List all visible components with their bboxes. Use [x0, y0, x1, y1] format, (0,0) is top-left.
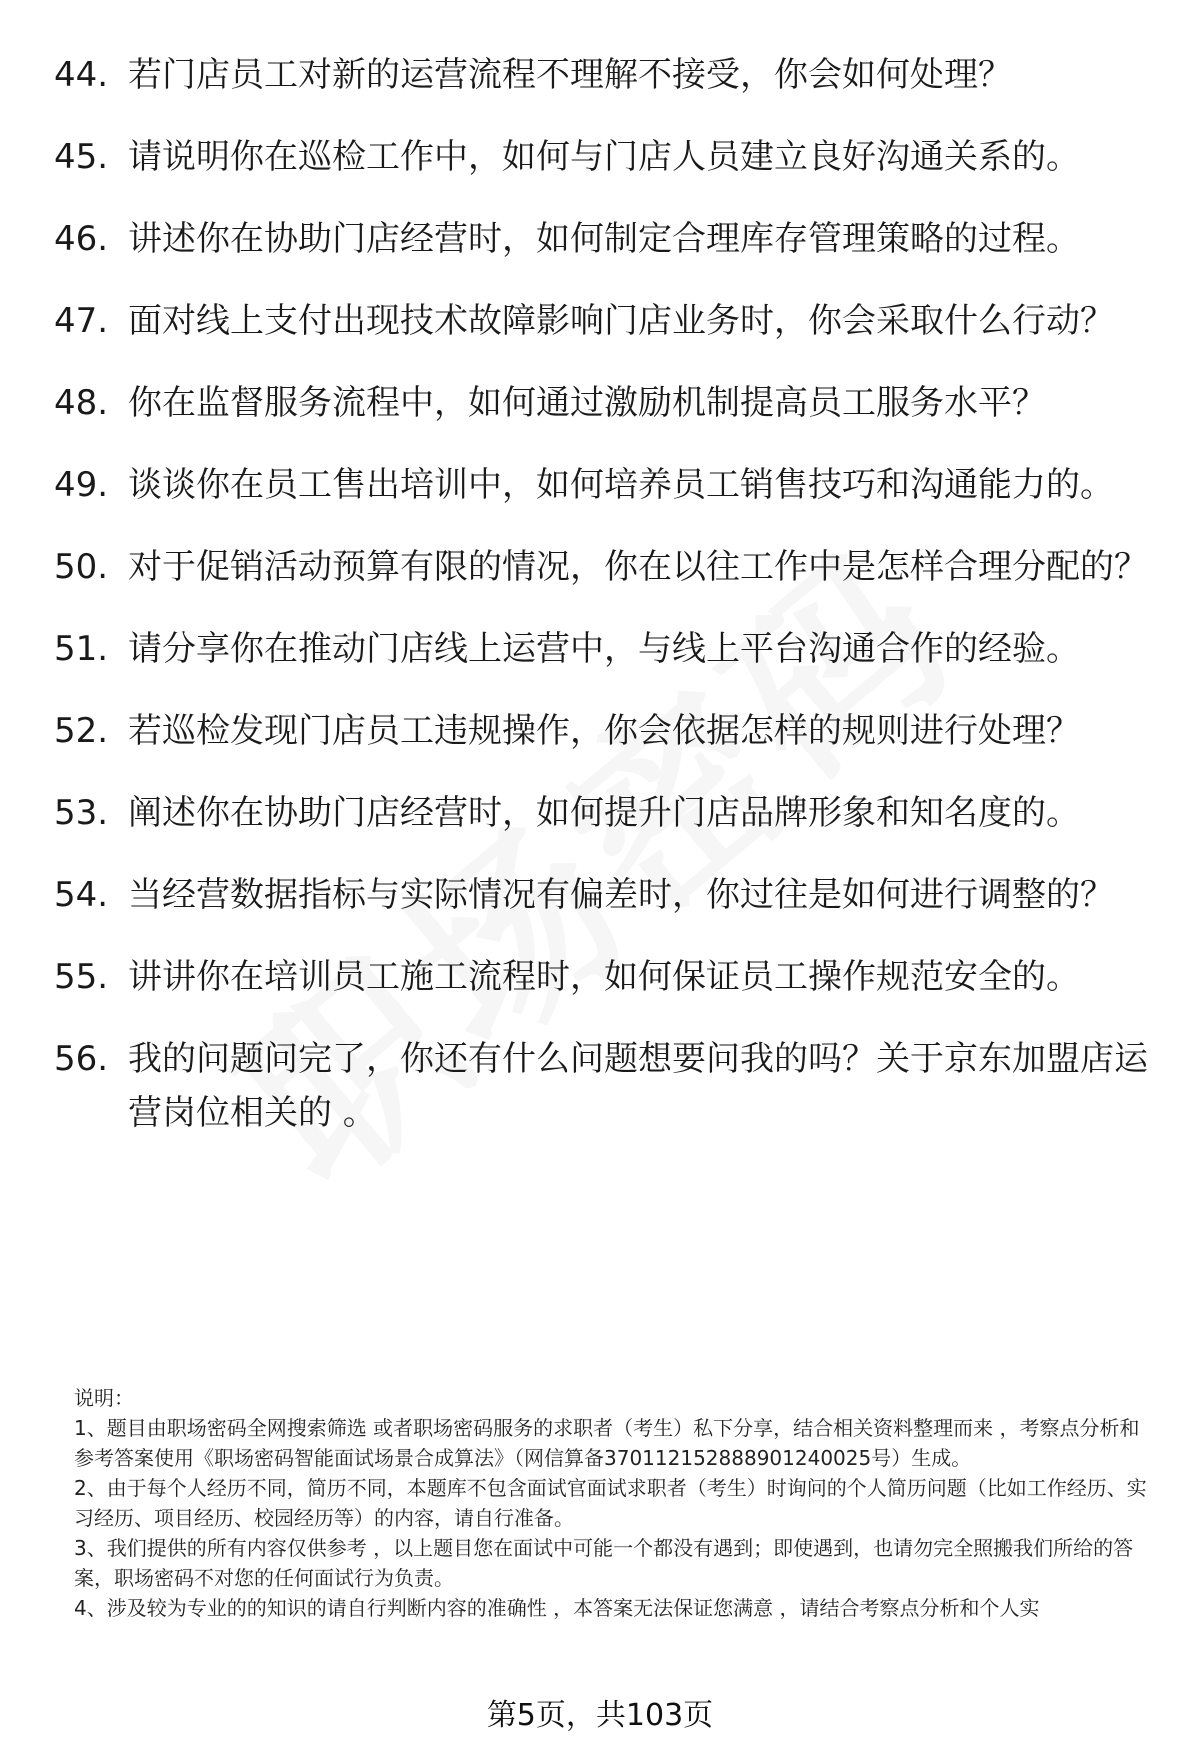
question-text: 阐述你在协助门店经营时，如何提升门店品牌形象和知名度的。	[128, 793, 1080, 833]
question-item	[54, 950, 1164, 1004]
question-item	[54, 212, 1164, 266]
question-number: 45.	[54, 137, 109, 177]
question-item	[54, 622, 1164, 676]
question-number: 47.	[54, 301, 109, 341]
question-item	[54, 868, 1164, 922]
question-text: 讲述你在协助门店经营时，如何制定合理库存管理策略的过程。	[128, 219, 1080, 259]
note-item: 2、由于每个人经历不同，简历不同，本题库不包含面试官面试求职者（考生）时询问的个人简历问题（比如工作经历、实习经历、项目经历、校园经历等）的内容，请自行准备。	[74, 1476, 1147, 1530]
notes-section	[74, 1383, 1149, 1623]
question-text: 若巡检发现门店员工违规操作，你会依据怎样的规则进行处理？	[128, 711, 1080, 751]
question-number: 46.	[54, 219, 109, 259]
question-text: 请说明你在巡检工作中，如何与门店人员建立良好沟通关系的。	[128, 137, 1080, 177]
note-item: 3、我们提供的所有内容仅供参考 ，以上题目您在面试中可能一个都没有遇到；即使遇到，也请勿完全照搬我们所给的答案，职场密码不对您的任何面试行为负责。	[74, 1536, 1134, 1590]
question-list	[54, 48, 1164, 1168]
question-number: 50.	[54, 547, 109, 587]
question-item	[54, 540, 1164, 594]
question-text: 讲讲你在培训员工施工流程时，如何保证员工操作规范安全的。	[128, 957, 1080, 997]
question-item	[54, 294, 1164, 348]
question-number: 48.	[54, 383, 109, 423]
question-item	[54, 376, 1164, 430]
question-item	[54, 458, 1164, 512]
question-item	[54, 130, 1164, 184]
question-number: 44.	[54, 55, 109, 95]
page-footer: 第5页，共103页	[486, 1698, 714, 1733]
question-text: 对于促销活动预算有限的情况，你在以往工作中是怎样合理分配的？	[128, 547, 1148, 587]
question-number: 54.	[54, 875, 109, 915]
question-number: 56.	[54, 1039, 109, 1079]
question-text: 你在监督服务流程中，如何通过激励机制提高员工服务水平？	[128, 383, 1046, 423]
question-text: 谈谈你在员工售出培训中，如何培养员工销售技巧和沟通能力的。	[128, 465, 1114, 505]
question-text: 我的问题问完了，你还有什么问题想要问我的吗？关于京东加盟店运营岗位相关的 。	[128, 1039, 1148, 1133]
question-text: 面对线上支付出现技术故障影响门店业务时，你会采取什么行动？	[128, 301, 1114, 341]
question-text: 当经营数据指标与实际情况有偏差时，你过往是如何进行调整的？	[128, 875, 1114, 915]
note-item: 4、涉及较为专业的的知识的请自行判断内容的准确性 ，本答案无法保证您满意 ，请结合考察点分析和个人实	[74, 1596, 1040, 1620]
question-number: 55.	[54, 957, 109, 997]
question-item	[54, 704, 1164, 758]
question-item	[54, 1032, 1164, 1140]
question-number: 51.	[54, 629, 109, 669]
note-item: 1、题目由职场密码全网搜索筛选 或者职场密码服务的求职者（考生）私下分享，结合相关资料整理而来 ，考察点分析和参考答案使用《职场密码智能面试场景合成算法》（网信算备370112152888901240025号）生成。	[74, 1416, 1140, 1470]
question-number: 53.	[54, 793, 109, 833]
question-number: 49.	[54, 465, 109, 505]
question-item	[54, 48, 1164, 102]
question-item	[54, 786, 1164, 840]
question-text: 请分享你在推动门店线上运营中，与线上平台沟通合作的经验。	[128, 629, 1080, 669]
notes-title: 说明：	[74, 1386, 134, 1410]
question-number: 52.	[54, 711, 109, 751]
question-text: 若门店员工对新的运营流程不理解不接受，你会如何处理？	[128, 55, 1012, 95]
